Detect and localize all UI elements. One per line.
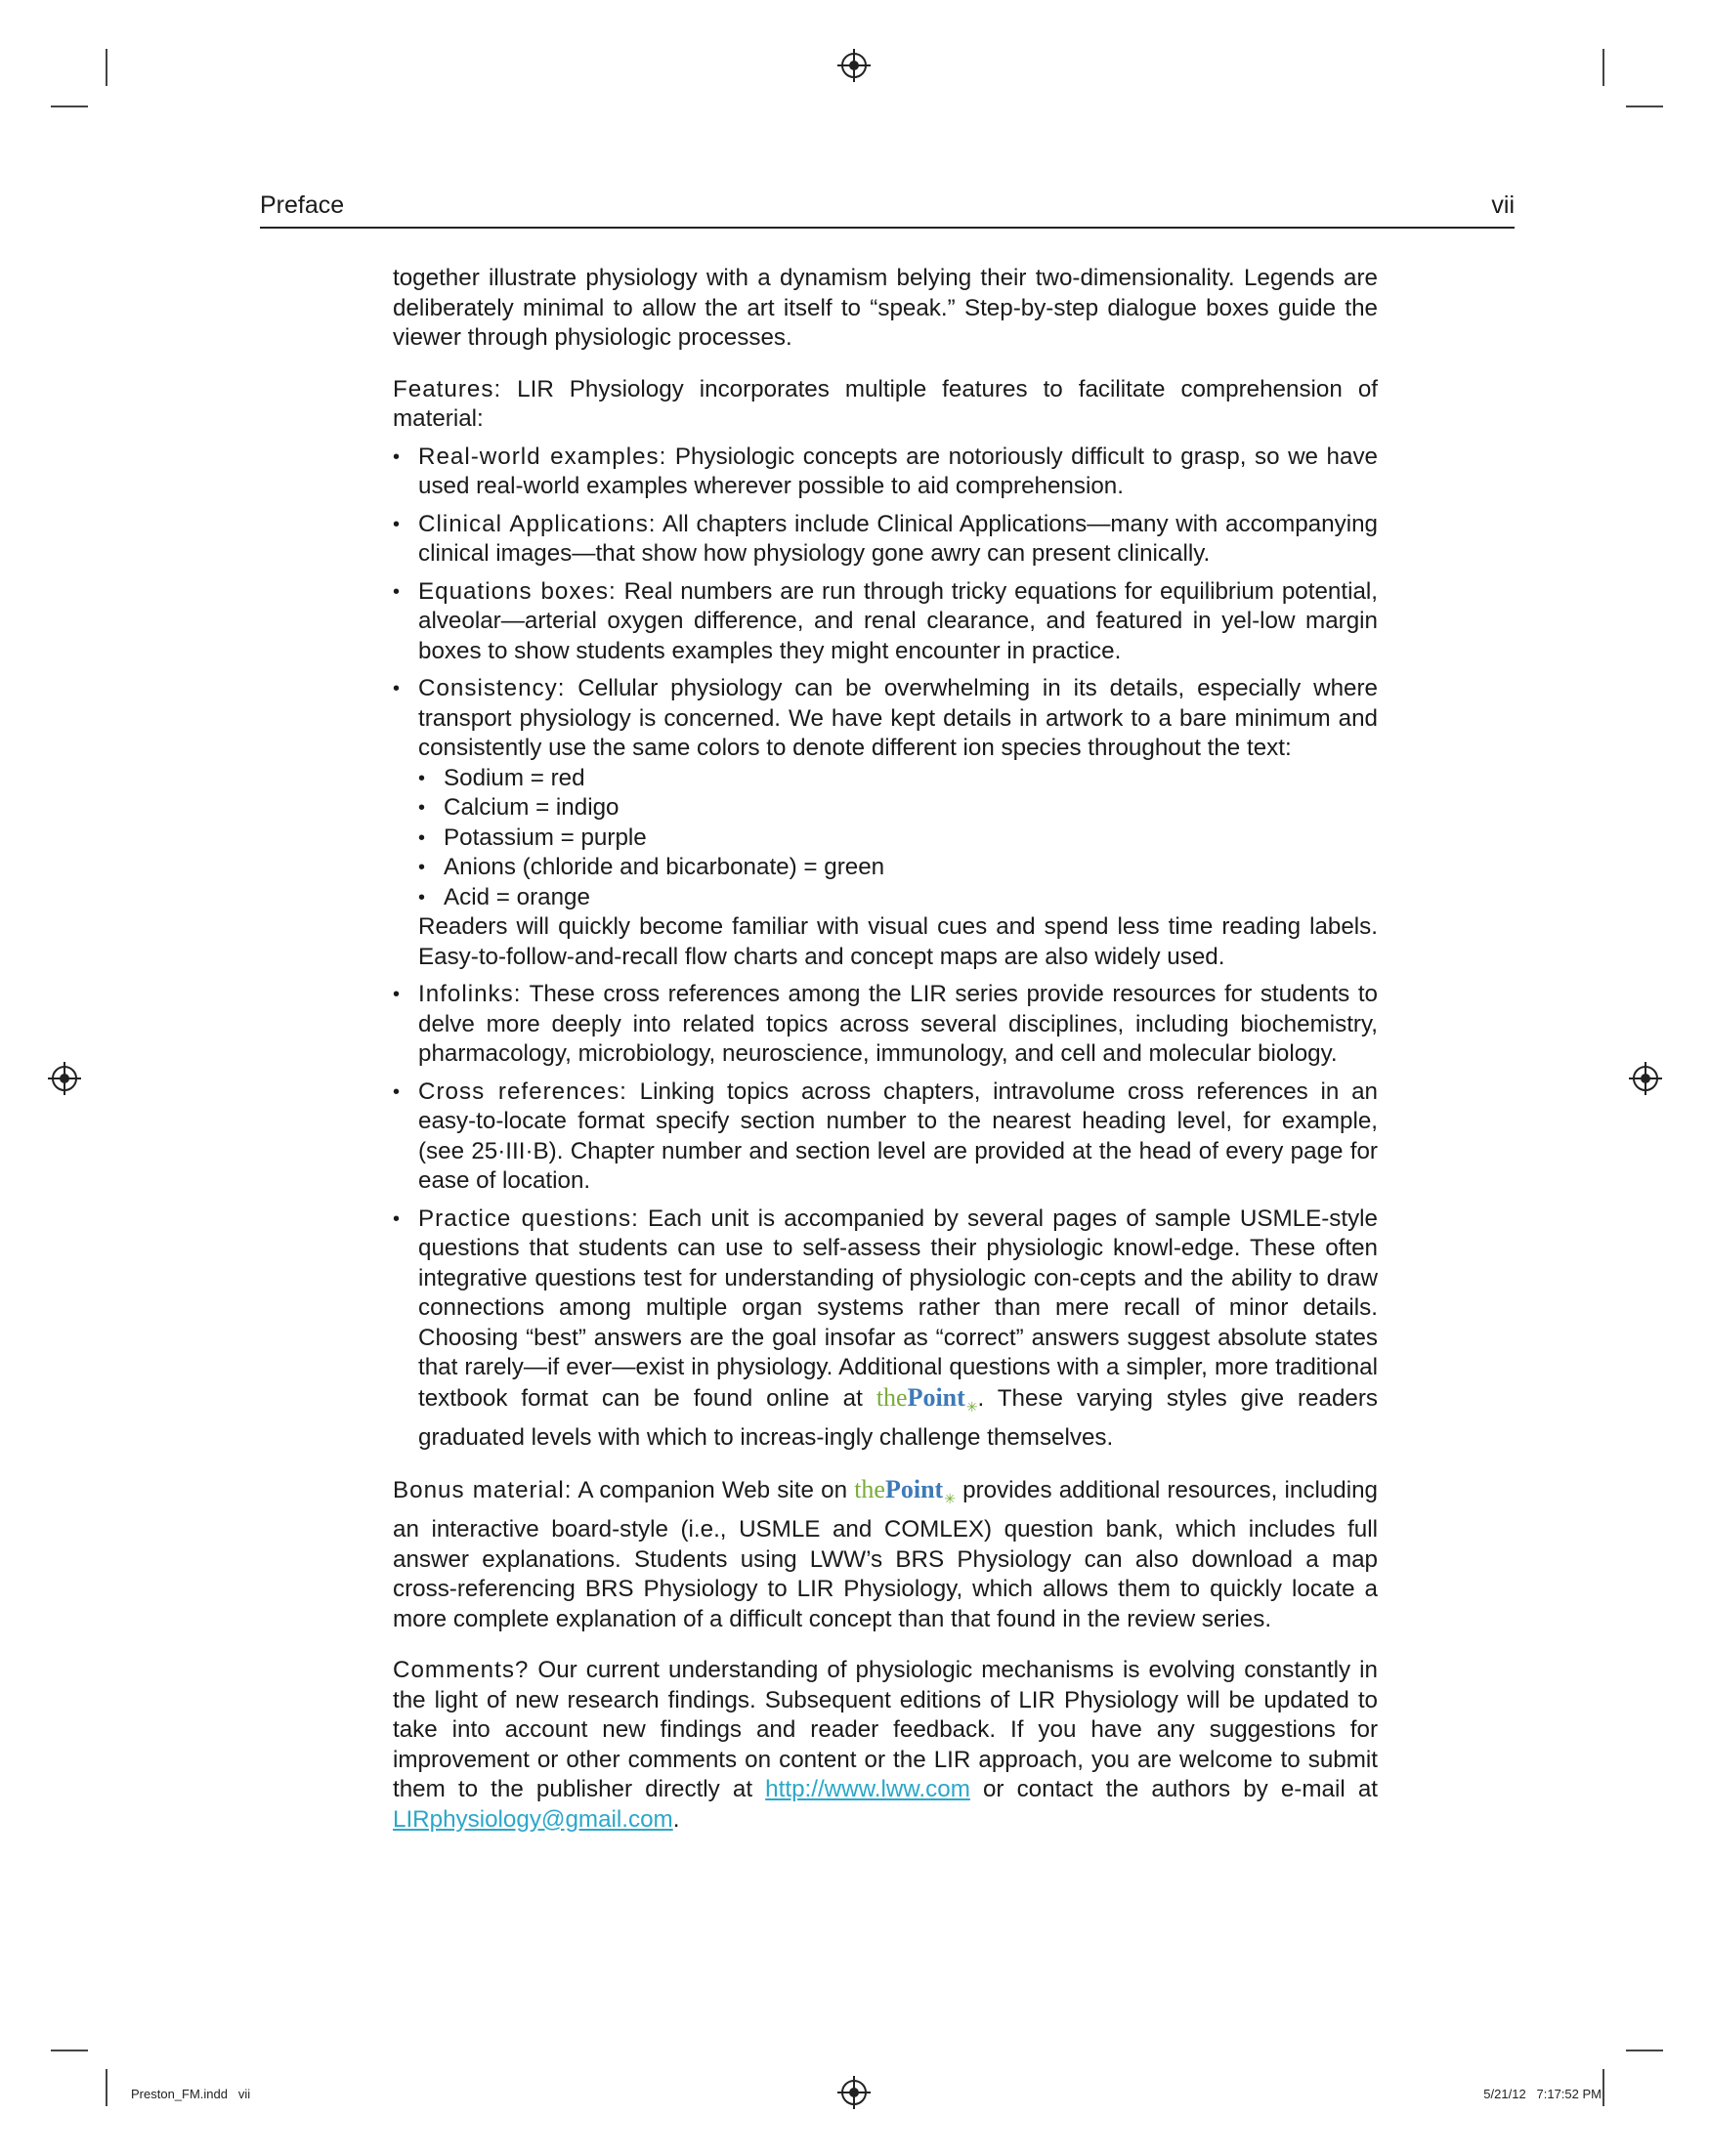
list-item bbox=[393, 577, 1378, 667]
page-number: vii bbox=[1491, 191, 1515, 219]
publisher-link[interactable]: http://www.lww.com bbox=[765, 1776, 970, 1802]
registration-mark-icon bbox=[841, 2080, 867, 2105]
registration-mark-icon bbox=[52, 1066, 77, 1091]
ion-color-item: • Calcium = indigo bbox=[418, 793, 1378, 824]
item-lead: Clinical Applications: bbox=[418, 510, 657, 537]
consistency-tail: Readers will quickly become familiar with visual cues and spend less time reading labels. Easy-to-follow-and-recall flow charts and concept maps are also widely used. bbox=[418, 913, 1378, 970]
crop-mark bbox=[1626, 106, 1663, 107]
crop-mark bbox=[51, 2050, 88, 2051]
sparkle-icon: ✳ bbox=[944, 1492, 956, 1507]
intro-paragraph: together illustrate physiology with a dynamism belying their two-dimensionality. Legends are deliberately minimal to allow the art itself to “speak.” Step-by-step dialogue boxes guide the viewer through physiologic processes. bbox=[393, 265, 1378, 351]
crop-mark bbox=[1602, 2069, 1604, 2106]
slug-timestamp: 5/21/12 7:17:52 PM bbox=[1483, 2087, 1602, 2101]
list-item bbox=[393, 674, 1378, 972]
item-lead: Real-world examples: bbox=[418, 443, 667, 470]
registration-mark-icon bbox=[841, 53, 867, 78]
comments-text-end: . bbox=[672, 1805, 680, 1833]
item-text: Real numbers are run through tricky equations for equilibrium potential, alveolar—arterial oxygen difference, and renal clearance, and featured in yel-low margin boxes to show students examples they might encounter in practice. bbox=[418, 577, 1378, 664]
features-lead: Features: bbox=[393, 375, 502, 402]
list-item bbox=[393, 1205, 1378, 1454]
list-item bbox=[393, 443, 1378, 502]
item-text: All chapters include Clinical Applications—many with accompanying clinical images—that show how physiology gone awry can present clinically. bbox=[418, 510, 1378, 567]
bonus-lead: Bonus material: bbox=[393, 1476, 573, 1503]
crop-mark bbox=[1602, 49, 1604, 86]
registration-mark-icon bbox=[1633, 1066, 1658, 1091]
ion-color-item: • Anions (chloride and bicarbonate) = green bbox=[418, 853, 1378, 883]
item-text: These cross references among the LIR series provide resources for students to delve more deeply into related topics across several disciplines, including biochemistry, pharmacology, microbiology, neuroscience, immunology, and cell and molecular biology. bbox=[418, 981, 1378, 1067]
item-text: Linking topics across chapters, intravolume cross references in an easy-to-locate format specify section number to the nearest heading level, for example, (see 25·III·B). Chapter number and section level are provided at the head of every page for ease of location. bbox=[418, 1078, 1378, 1194]
thepoint-logo[interactable]: thePoint$_✳$ bbox=[854, 1474, 956, 1507]
page-body bbox=[393, 264, 1378, 1856]
slug-file: Preston_FM.indd vii bbox=[131, 2087, 251, 2101]
bonus-text: A companion Web site on bbox=[572, 1476, 855, 1503]
crop-mark bbox=[106, 2069, 107, 2106]
list-item bbox=[393, 980, 1378, 1070]
comments-text: Our current understanding of physiologic mechanisms is evolving constantly in the light of new research findings. Subsequent editions of LIR Physiology will be updated to take into account new findings and reader feedback. If you have any suggestions for improvement or other comments on content or the LIR approach, you are welcome to submit them to the publisher directly at bbox=[393, 1657, 1378, 1802]
crop-mark bbox=[106, 49, 107, 86]
item-lead: Infolinks: bbox=[418, 981, 522, 1007]
bonus-text-after: provides additional resources, including an interactive board-style (i.e., USMLE and COMLEX) question bank, which includes full answer explanations. Students using LWW’s BRS Physiology can also download a map cross-referencing BRS Physiology to LIR Physiology, which allows them to quickly locate a more complete explanation of a difficult concept than that found in the review series. bbox=[393, 1476, 1379, 1632]
ion-color-list bbox=[418, 764, 1378, 913]
thepoint-logo[interactable]: thePoint$_✳$ bbox=[876, 1382, 978, 1416]
sparkle-icon: ✳ bbox=[965, 1400, 978, 1416]
ion-color-item: • Acid = orange bbox=[418, 883, 1378, 913]
comments-text-middle: or contact the authors by e-mail at bbox=[969, 1776, 1378, 1802]
ion-color-item: • Sodium = red bbox=[418, 764, 1378, 794]
comments-lead: Comments? bbox=[393, 1657, 530, 1683]
bonus-paragraph bbox=[393, 1475, 1378, 1635]
item-lead: Cross references: bbox=[418, 1078, 627, 1105]
item-text: Physiologic concepts are notoriously difficult to grasp, so we have used real-world examples wherever possible to aid comprehension. bbox=[418, 443, 1378, 499]
email-link[interactable]: LIRphysiology@gmail.com bbox=[393, 1805, 673, 1833]
item-lead: Consistency: bbox=[418, 675, 566, 701]
running-header bbox=[260, 191, 1515, 229]
item-text: Cellular physiology can be overwhelming in its details, especially where transport physiology is concerned. We have kept details in artwork to a bare minimum and consistently use the same colors to denote different ion species throughout the text: bbox=[418, 675, 1378, 761]
ion-color-item: • Potassium = purple bbox=[418, 824, 1378, 854]
item-lead: Practice questions: bbox=[418, 1205, 639, 1232]
item-text: Each unit is accompanied by several pages of sample USMLE-style questions that students can use to self-assess their physiologic knowl-edge. These often integrative questions test for understanding of physiologic con-cepts and the ability to draw connections among multiple organ systems rather than mere recall of minor details. Choosing “best” answers are the goal insofar as “correct” answers suggest absolute states that rarely—if ever—exist in physiology. Additional questions with a simpler, more traditional textbook format can be found online at bbox=[418, 1205, 1378, 1412]
list-item bbox=[393, 510, 1378, 570]
comments-paragraph bbox=[393, 1656, 1378, 1835]
list-item bbox=[393, 1078, 1378, 1197]
features-list bbox=[393, 443, 1378, 1454]
item-lead: Equations boxes: bbox=[418, 577, 617, 605]
crop-mark bbox=[51, 106, 88, 107]
features-paragraph bbox=[393, 375, 1378, 435]
crop-mark bbox=[1626, 2050, 1663, 2051]
features-text: LIR Physiology incorporates multiple features to facilitate comprehension of material: bbox=[393, 375, 1378, 432]
section-title: Preface bbox=[260, 191, 345, 219]
item-text-after: . These varying styles give readers graduated levels with which to increas-ingly challenge themselves. bbox=[418, 1384, 1378, 1451]
